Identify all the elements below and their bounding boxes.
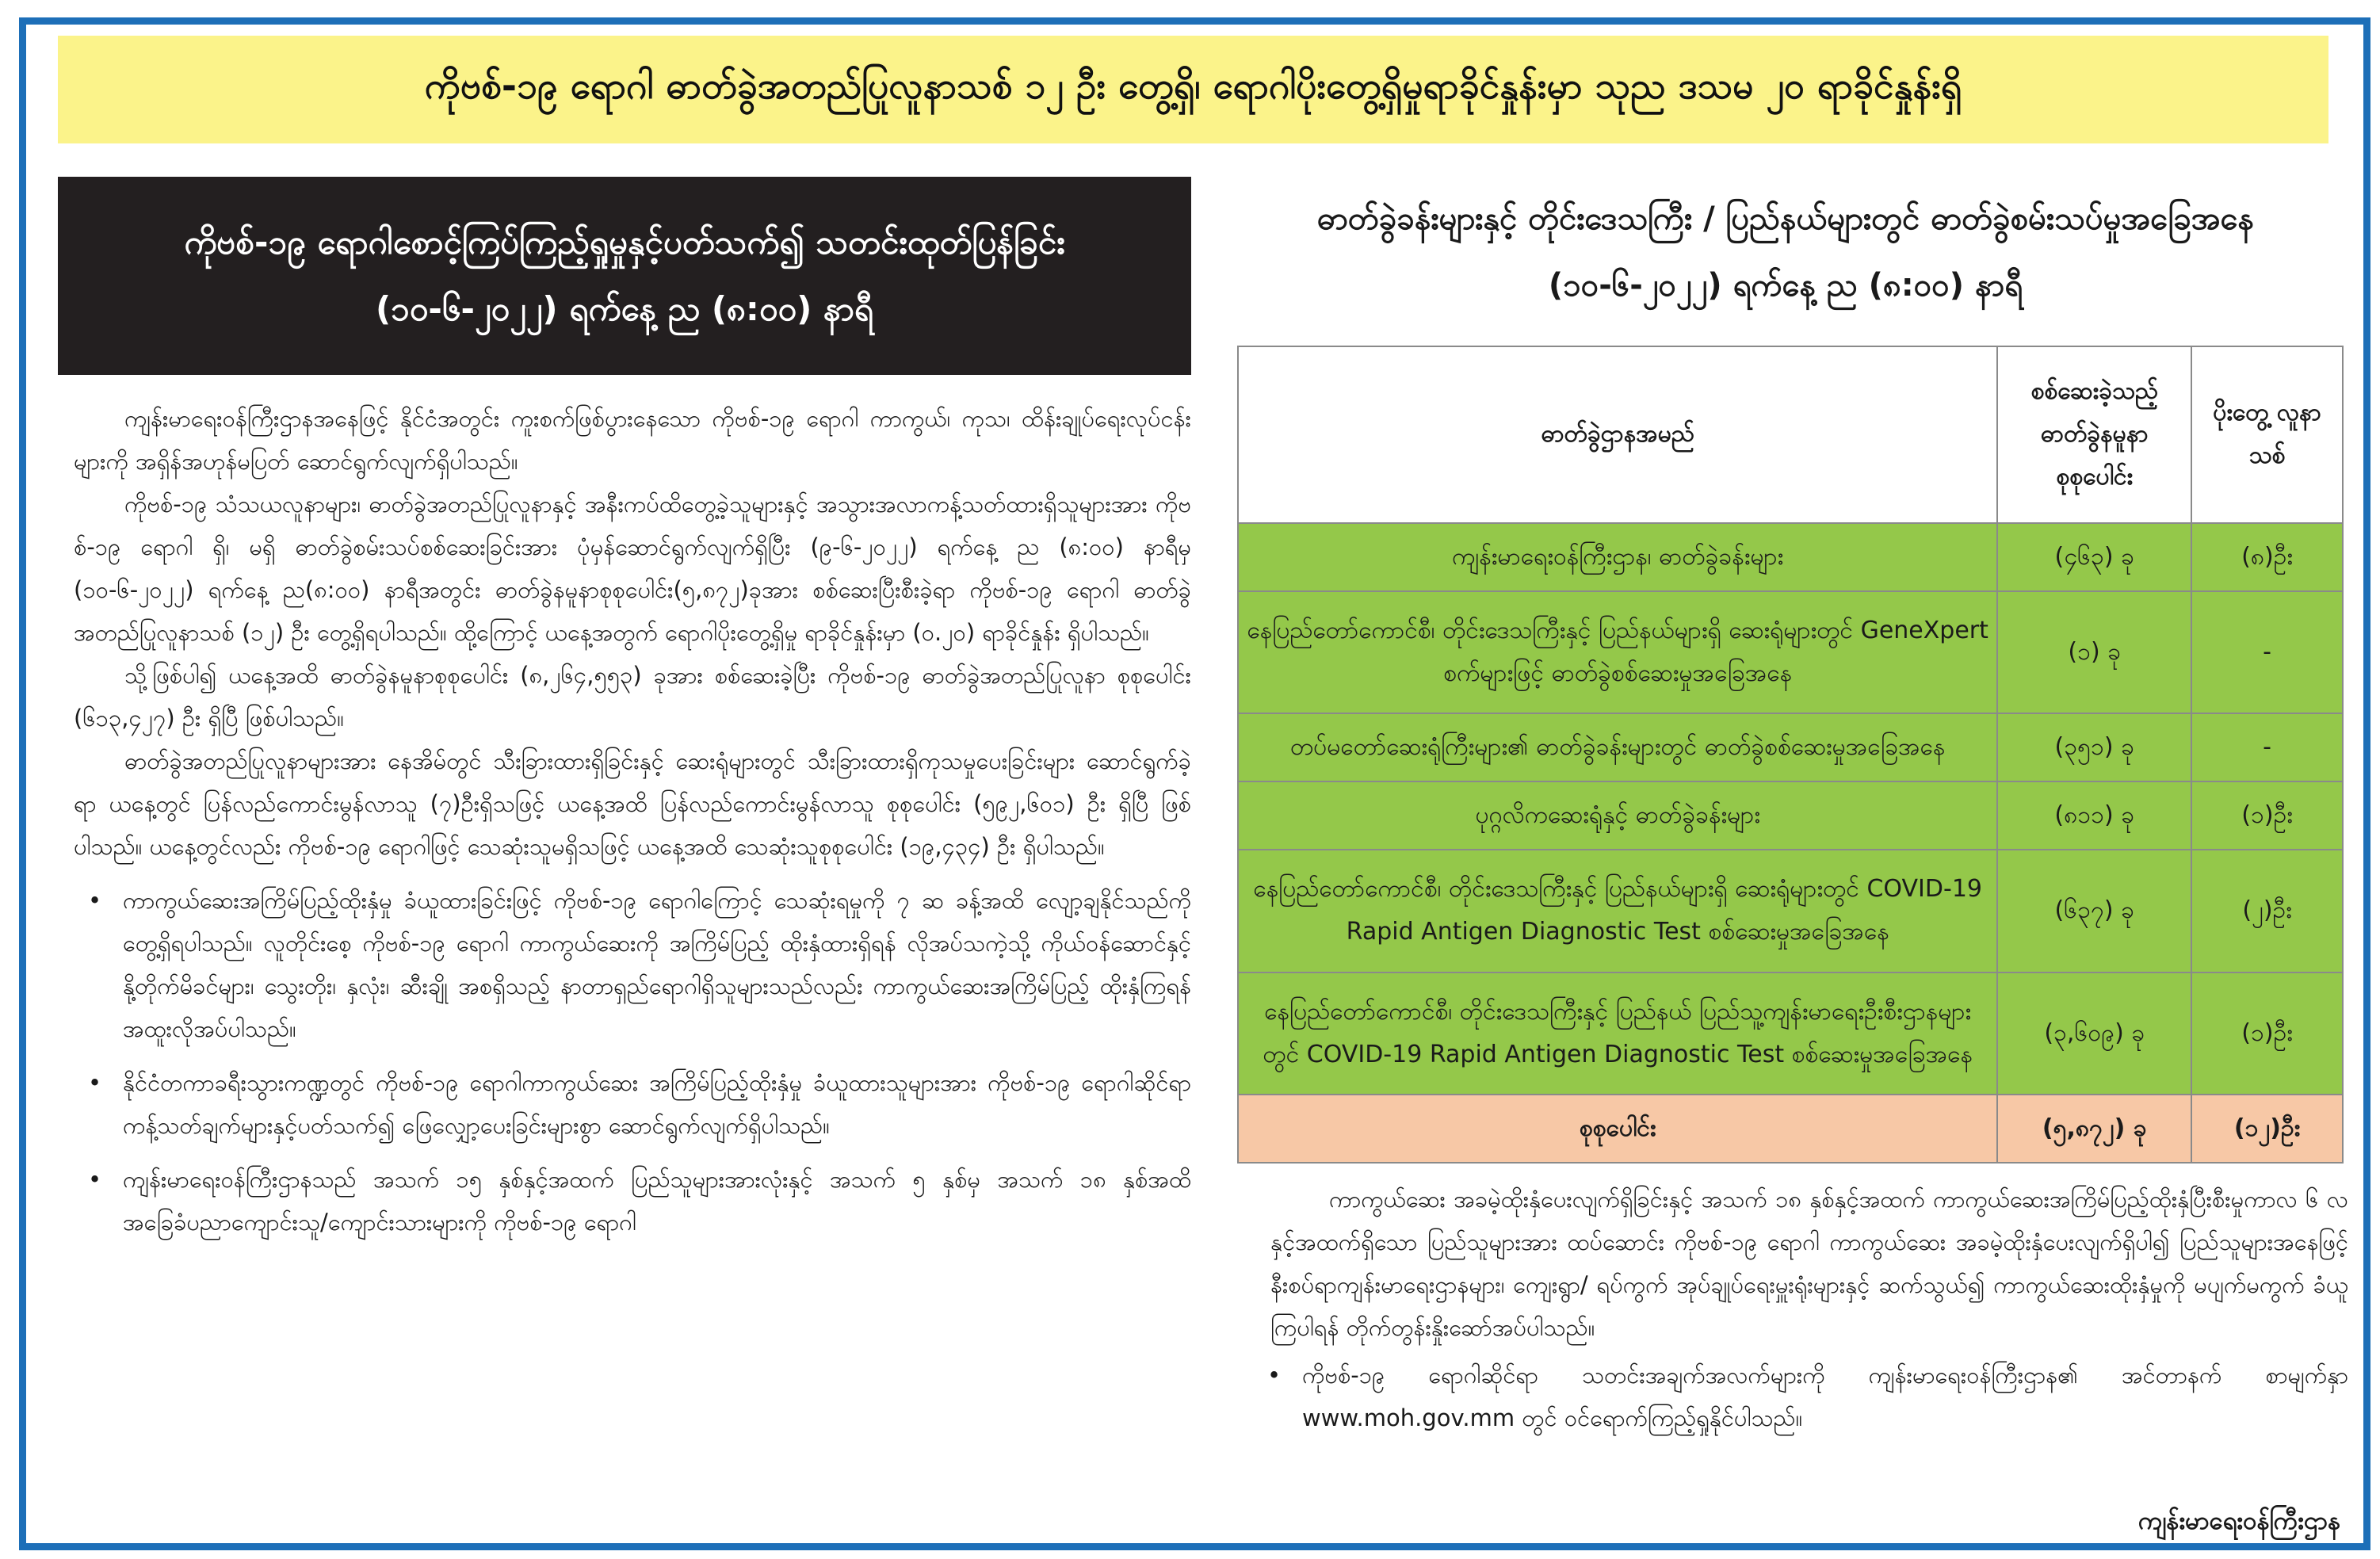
header-samples: စစ်ဆေးခဲ့သည့် ဓာတ်ခွဲနမူနာ စုစုပေါင်း (1997, 346, 2191, 523)
bulletin-frame (19, 17, 2370, 1550)
positive-count: - (2191, 713, 2343, 781)
paragraph: ကျန်းမာရေးဝန်ကြီးဌာနအနေဖြင့် နိုင်ငံအတွင်း ကူးစက်ဖြစ်ပွားနေသော ကိုဗစ်-၁၉ ရောဂါ ကာကွယ်၊ ကုသ၊ ထိန်းချုပ်ရေးလုပ်ငန်းများကို အရှိန်အဟုန်မပြတ် ဆောင်ရွက်လျက်ရှိပါသည်။ (74, 405, 1191, 475)
header-positive: ပိုးတွေ့ လူနာသစ် (2191, 346, 2343, 523)
headline-banner: ကိုဗစ်-၁၉ ရောဂါ ဓာတ်ခွဲအတည်ပြုလူနာသစ် ၁၂ ဦး တွေ့ရှိ၊ ရောဂါပိုးတွေ့ရှိမှုရာခိုင်နှုန်းမှာ သုည ဒသမ ၂၀ ရာခိုင်နှုန်းရှိ (58, 36, 2328, 143)
table-row (1238, 713, 2343, 781)
samples-count: (၁) ခု (1997, 591, 2191, 713)
positive-count: (၈)ဦး (2191, 523, 2343, 591)
left-header (58, 177, 1191, 375)
positive-count: - (2191, 591, 2343, 713)
bullet-item: • နိုင်ငံတကာခရီးသွားကဏ္ဍတွင် ကိုဗစ်-၁၉ ရောဂါကာကွယ်ဆေး အကြိမ်ပြည့်ထိုးနှံမှု ခံယူထားသူများအား ကိုဗစ်-၁၉ ရောဂါဆိုင်ရာ ကန့်သတ်ချက်များနှင့်ပတ်သက်၍ ဖြေလျှော့ပေးခြင်းများစွာ ဆောင်ရွက်လျက်ရှိပါသည်။ (123, 1061, 1191, 1147)
total-positive: (၁၂)ဦး (2191, 1095, 2343, 1163)
table-row (1238, 972, 2343, 1095)
samples-count: (၃,၆၀၉) ခု (1997, 972, 2191, 1095)
paragraph: ဓာတ်ခွဲအတည်ပြုလူနာများအား နေအိမ်တွင် သီးခြားထားရှိခြင်းနှင့် ဆေးရုံများတွင် သီးခြားထားရှိကုသမှုပေးခြင်းများ ဆောင်ရွက်ခဲ့ရာ ယနေ့တွင် ပြန်လည်ကောင်းမွန်လာသူ (၇)ဦးရှိသဖြင့် ယနေ့အထိ ပြန်လည်ကောင်းမွန်လာသူ စုစုပေါင်း (၅၉၂,၆၀၁) ဦး ရှိပြီ ဖြစ်ပါသည်။ ယနေ့တွင်လည်း ကိုဗစ်-၁၉ ရောဂါဖြင့် သေဆုံးသူမရှိသဖြင့် ယနေ့အထိ သေဆုံးသူစုစုပေါင်း (၁၉,၄၃၄) ဦး ရှိပါသည်။ (74, 747, 1191, 860)
lab-name: ပုဂ္ဂလိကဆေးရုံနှင့် ဓာတ်ခွဲခန်းများ (1238, 781, 1997, 850)
left-article (74, 397, 1191, 1546)
lab-name: တပ်မတော်ဆေးရုံကြီးများ၏ ဓာတ်ခွဲခန်းများတွင် ဓာတ်ခွဲစစ်ဆေးမှုအခြေအနေ (1238, 713, 1997, 781)
table-total-row (1238, 1095, 2343, 1163)
left-bullet-list (74, 879, 1191, 1244)
ministry-signoff: ကျန်းမာရေးဝန်ကြီးဌာန (2138, 1507, 2340, 1535)
left-date: (၁၀-၆-၂၀၂၂) ရက်နေ့ ည (၈:၀၀) နာရီ (375, 289, 874, 328)
lab-name: ကျန်းမာရေးဝန်ကြီးဌာန၊ ဓာတ်ခွဲခန်းများ (1238, 523, 1997, 591)
paragraph: ကာကွယ်ဆေး အခမဲ့ထိုးနှံပေးလျက်ရှိခြင်းနှင့် အသက် ၁၈ နှစ်နှင့်အထက် ကာကွယ်ဆေးအကြိမ်ပြည့်ထိုးနှံပြီးစီးမှုကာလ ၆ လနှင့်အထက်ရှိသော ပြည်သူများအား ထပ်ဆောင်း ကိုဗစ်-၁၉ ရောဂါ ကာကွယ်ဆေး အခမဲ့ထိုးနှံပေးလျက်ရှိပါ၍ ပြည်သူများအနေဖြင့် နီးစပ်ရာကျန်းမာရေးဌာနများ၊ ကျေးရွာ/ ရပ်ကွက် အုပ်ချုပ်ရေးမှူးရုံးများနှင့် ဆက်သွယ်၍ ကာကွယ်ဆေးထိုးနှံမှုကို မပျက်မကွက် ခံယူကြပါရန် တိုက်တွန်းနှိုးဆော်အပ်ပါသည်။ (1270, 1186, 2348, 1341)
positive-count: (၂)ဦး (2191, 850, 2343, 972)
right-article (1270, 1178, 2348, 1511)
table-row (1238, 781, 2343, 850)
table-row (1238, 591, 2343, 713)
bullet-item: • ကာကွယ်ဆေးအကြိမ်ပြည့်ထိုးနှံမှု ခံယူထားခြင်းဖြင့် ကိုဗစ်-၁၉ ရောဂါကြောင့် သေဆုံးရမှုကို ၇ ဆ ခန့်အထိ လျော့ချနိုင်သည်ကို တွေ့ရှိရပါသည်။ လူတိုင်းစေ့ ကိုဗစ်-၁၉ ရောဂါ ကာကွယ်ဆေးကို အကြိမ်ပြည့် ထိုးနှံထားရှိရန် လိုအပ်သကဲ့သို့ ကိုယ်ဝန်ဆောင်နှင့် နို့တိုက်မိခင်များ၊ သွေးတိုး၊ နှလုံး၊ ဆီးချို အစရှိသည့် နာတာရှည်ရောဂါရှိသူများသည်လည်း ကာကွယ်ဆေးအကြိမ်ပြည့် ထိုးနှံကြရန် အထူးလိုအပ်ပါသည်။ (123, 879, 1191, 1050)
bullet-item: • ကိုဗစ်-၁၉ ရောဂါဆိုင်ရာ သတင်းအချက်အလက်များကို ကျန်းမာရေးဝန်ကြီးဌာန၏ အင်တာနက် စာမျက်နှာ www.moh.gov.mm တွင် ဝင်ရောက်ကြည့်ရှုနိုင်ပါသည်။ (1302, 1354, 2348, 1439)
table-header-row (1238, 346, 2343, 523)
lab-testing-table (1237, 346, 2344, 1164)
left-title: ကိုဗစ်-၁၉ ရောဂါစောင့်ကြပ်ကြည့်ရှုမှုနှင့်ပတ်သက်၍ သတင်းထုတ်ပြန်ခြင်း (184, 223, 1065, 262)
samples-count: (၆၃၇) ခု (1997, 850, 2191, 972)
right-title: ဓာတ်ခွဲခန်းများနှင့် တိုင်းဒေသကြီး / ပြည်နယ်များတွင် ဓာတ်ခွဲစမ်းသပ်မှုအခြေအနေ (1316, 201, 2255, 237)
right-date: (၁၀-၆-၂၀၂၂) ရက်နေ့ ည (၈:၀၀) နာရီ (1548, 267, 2023, 304)
paragraph: ကိုဗစ်-၁၉ သံသယလူနာများ၊ ဓာတ်ခွဲအတည်ပြုလူနာနှင့် အနီးကပ်ထိတွေ့ခဲ့သူများနှင့် အသွားအလာကန့်သတ်ထားရှိသူများအား ကိုဗစ်-၁၉ ရောဂါ ရှိ၊ မရှိ ဓာတ်ခွဲစမ်းသပ်စစ်ဆေးခြင်းအား ပုံမှန်ဆောင်ရွက်လျက်ရှိပြီး (၉-၆-၂၀၂၂) ရက်နေ့ ည (၈:၀၀) နာရီမှ (၁၀-၆-၂၀၂၂) ရက်နေ့ ည(၈:၀၀) နာရီအတွင်း ဓာတ်ခွဲနမူနာစုစုပေါင်း(၅,၈၇၂)ခုအား စစ်ဆေးပြီးစီးခဲ့ရာ ကိုဗစ်-၁၉ ရောဂါ ဓာတ်ခွဲအတည်ပြုလူနာသစ် (၁၂) ဦး တွေ့ရှိရပါသည်။ ထို့ကြောင့် ယနေ့အတွက် ရောဂါပိုးတွေ့ရှိမှု ရာခိုင်နှုန်းမှာ (၀.၂၀) ရာခိုင်နှုန်း ရှိပါသည်။ (74, 491, 1191, 646)
table-row (1238, 523, 2343, 591)
positive-count: (၁)ဦး (2191, 972, 2343, 1095)
total-samples: (၅,၈၇၂) ခု (1997, 1095, 2191, 1163)
lab-name: နေပြည်တော်ကောင်စီ၊ တိုင်းဒေသကြီးနှင့် ပြည်နယ်များရှိ ဆေးရုံများတွင် COVID-19 Rapid Antigen Diagnostic Test စစ်ဆေးမှုအခြေအနေ (1238, 850, 1997, 972)
table-row (1238, 850, 2343, 972)
right-header (1223, 177, 2348, 327)
samples-count: (၃၅၁) ခု (1997, 713, 2191, 781)
positive-count: (၁)ဦး (2191, 781, 2343, 850)
right-bullet-list (1270, 1354, 2348, 1439)
header-lab-name: ဓာတ်ခွဲဌာနအမည် (1238, 346, 1997, 523)
total-label: စုစုပေါင်း (1238, 1095, 1997, 1163)
samples-count: (၄၆၃) ခု (1997, 523, 2191, 591)
lab-name: နေပြည်တော်ကောင်စီ၊ တိုင်းဒေသကြီးနှင့် ပြည်နယ် ပြည်သူ့ကျန်းမာရေးဦးစီးဌာနများတွင် COVID-19 Rapid Antigen Diagnostic Test စစ်ဆေးမှုအခြေအနေ (1238, 972, 1997, 1095)
paragraph: သို့ဖြစ်ပါ၍ ယနေ့အထိ ဓာတ်ခွဲနမူနာစုစုပေါင်း (၈,၂၆၄,၅၅၃) ခုအား စစ်ဆေးခဲ့ပြီး ကိုဗစ်-၁၉ ဓာတ်ခွဲအတည်ပြုလူနာ စုစုပေါင်း (၆၁၃,၄၂၇) ဦး ရှိပြီ ဖြစ်ပါသည်။ (74, 662, 1191, 732)
bullet-item: • ကျန်းမာရေးဝန်ကြီးဌာနသည် အသက် ၁၅ နှစ်နှင့်အထက် ပြည်သူများအားလုံးနှင့် အသက် ၅ နှစ်မှ အသက် ၁၈ နှစ်အထိ အခြေခံပညာကျောင်းသူ/ကျောင်းသားများကို ကိုဗစ်-၁၉ ရောဂါ (123, 1158, 1191, 1244)
lab-name: နေပြည်တော်ကောင်စီ၊ တိုင်းဒေသကြီးနှင့် ပြည်နယ်များရှိ ဆေးရုံများတွင် GeneXpert စက်များဖြင့် ဓာတ်ခွဲစစ်ဆေးမှုအခြေအနေ (1238, 591, 1997, 713)
samples-count: (၈၁၁) ခု (1997, 781, 2191, 850)
